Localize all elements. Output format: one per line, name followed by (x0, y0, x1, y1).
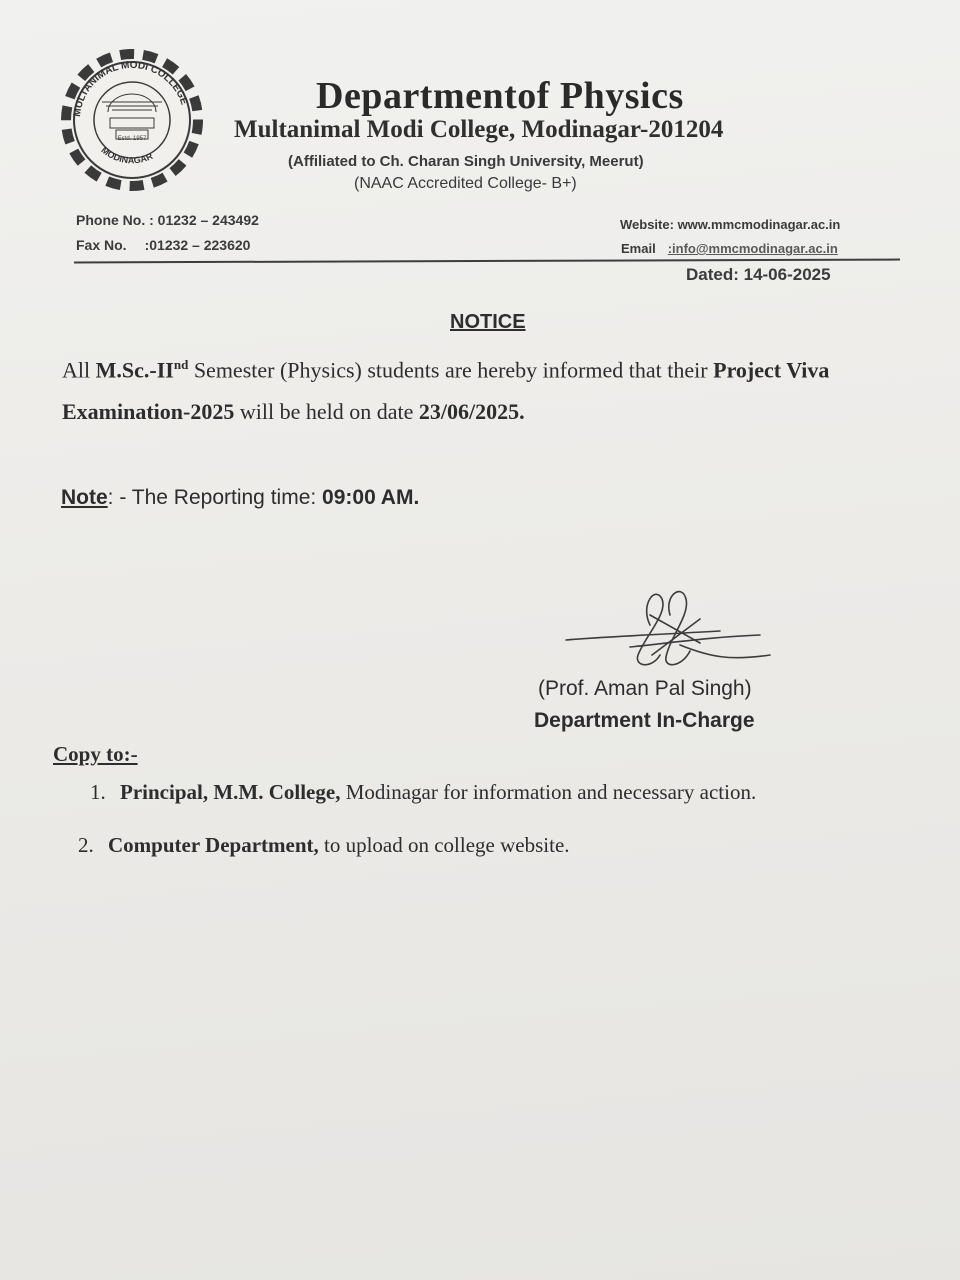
notice-class-sup: nd (173, 357, 189, 372)
signature-icon (560, 585, 780, 680)
naac-line: (NAAC Accredited College- B+) (354, 175, 577, 192)
logo-ring-text: MULTANIMAL MODI COLLEGE (71, 59, 190, 118)
notice-text-all: All (62, 357, 96, 383)
notice-text-mid: Semester (Physics) students are hereby informed that their (188, 357, 714, 383)
copy-item-recipient: Computer Department, (108, 833, 319, 857)
note-text: : - The Reporting time: (107, 486, 323, 509)
reporting-note (61, 486, 419, 510)
header-divider (74, 259, 900, 264)
college-name: Multanimal Modi College, Modinagar-201204 (234, 116, 724, 143)
signatory-role: Department In-Charge (534, 709, 755, 732)
website-label: Website: (620, 217, 674, 232)
affiliation-line: (Affiliated to Ch. Charan Singh University, Meerut) (288, 153, 644, 170)
note-label: Note (61, 486, 108, 509)
notice-exam-date: 23/06/2025. (418, 399, 525, 425)
website-line (620, 217, 840, 232)
phone-label: Phone No. : (76, 212, 154, 228)
website-link[interactable]: www.mmcmodinagar.ac.in (677, 217, 841, 232)
college-gear-seal-icon (40, 40, 225, 200)
notice-title: NOTICE (450, 311, 526, 333)
fax-number: :01232 – 223620 (144, 237, 251, 253)
logo-bottom-text: MODINAGAR (99, 144, 155, 166)
copy-to-item (90, 780, 756, 805)
email-link[interactable]: :info@mmcmodinagar.ac.in (667, 241, 838, 256)
notice-body (62, 344, 922, 433)
copy-item-recipient: Principal, M.M. College, (120, 780, 341, 804)
copy-item-number: 1. (90, 780, 106, 804)
copy-item-text: Modinagar for information and necessary action. (340, 780, 757, 804)
logo-estd: Estd. 1957 (117, 136, 147, 142)
notice-date: Dated: 14-06-2025 (686, 265, 831, 284)
signatory-name: (Prof. Aman Pal Singh) (538, 677, 752, 700)
copy-to-item (78, 833, 570, 858)
copy-item-text: to upload on college website. (318, 833, 570, 857)
notice-class: M.Sc.-II (95, 357, 174, 383)
phone-number: 01232 – 243492 (157, 212, 259, 228)
notice-text-tail: will be held on date (234, 399, 419, 425)
fax-label: Fax No. (76, 237, 127, 253)
copy-to-title: Copy to:- (53, 742, 138, 766)
notice-event: Project Viva Examination-2025 (62, 357, 830, 425)
department-title: Departmentof Physics (316, 75, 684, 117)
copy-item-number: 2. (78, 833, 94, 857)
phone-line (76, 212, 259, 228)
email-label: Email (621, 241, 656, 256)
reporting-time: 09:00 AM. (322, 486, 420, 509)
email-line (621, 241, 838, 256)
fax-line (76, 237, 250, 253)
